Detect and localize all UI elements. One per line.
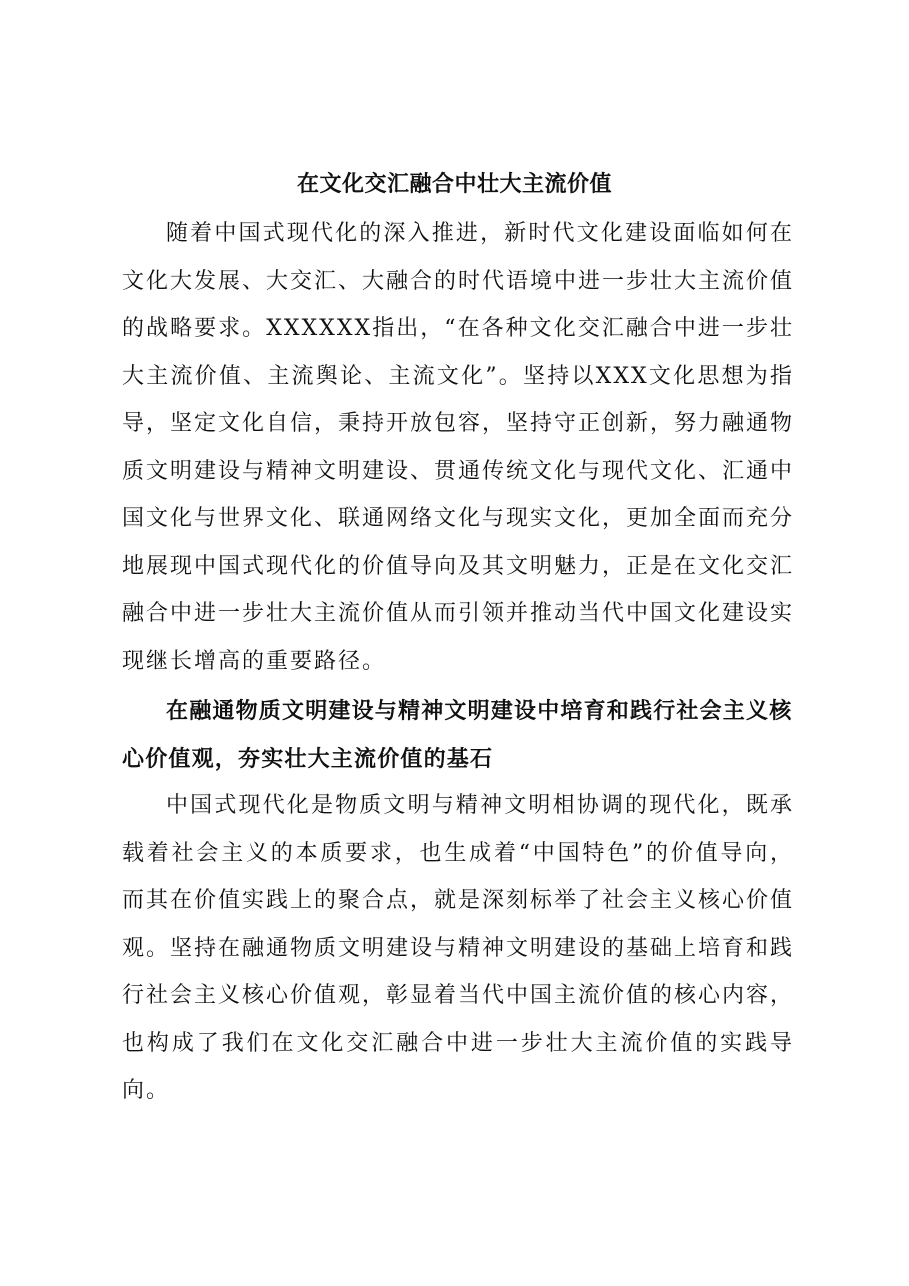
section-heading: 在融通物质文明建设与精神文明建设中培育和践行社会主义核心价值观，夯实壮大主流价值的基石 [122, 699, 793, 772]
intro-paragraph: 随着中国式现代化的深入推进，新时代文化建设面临如何在文化大发展、大交汇、大融合的时代语境中进一步壮大主流价值的战略要求。XXXXXX指出，“在各种文化交汇融合中进一步壮大主流价值、主流舆论、主流文化”。坚持以XXX文化思想为指导，坚定文化自信，秉持开放包容，坚持守正创新，努力融通物质文明建设与精神文明建设、贯通传统文化与现代文化、汇通中国文化与世界文化、联通网络文化与现实文化，更加全面而充分地展现中国式现代化的价值导向及其文明魅力，正是在文化交汇融合中进一步壮大主流价值从而引领并推动当代中国文化建设实现继长增高的重要路径。 [122, 221, 795, 674]
section-paragraph: 中国式现代化是物质文明与精神文明相协调的现代化，既承载着社会主义的本质要求，也生成着“中国特色”的价值导向，而其在价值实践上的聚合点，就是深刻标举了社会主义核心价值观。坚持在融通物质文明建设与精神文明建设的基础上培育和践行社会主义核心价值观，彰显着当代中国主流价值的核心内容，也构成了我们在文化交汇融合中进一步壮大主流价值的实践导向。 [122, 793, 795, 1103]
page-title: 在文化交汇融合中壮大主流价值 [296, 171, 612, 197]
